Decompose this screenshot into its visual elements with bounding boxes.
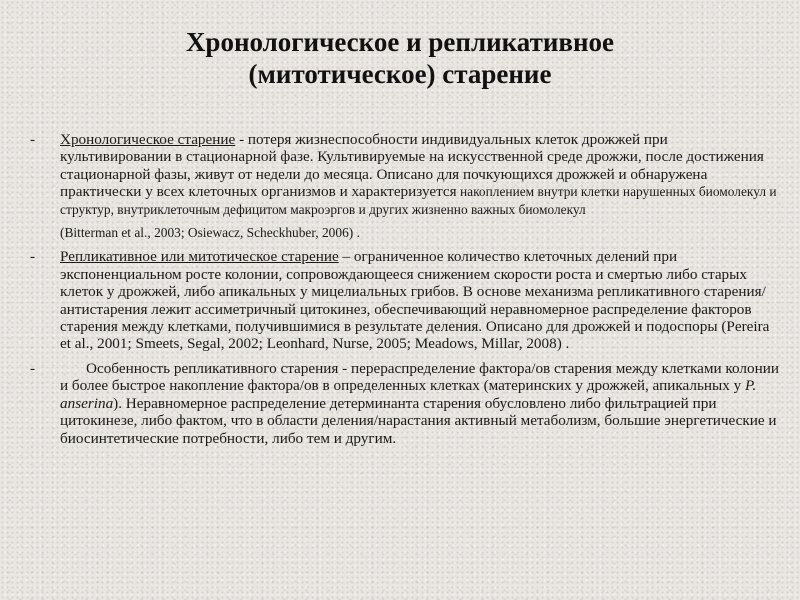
item-text-small: накоплением внутри клетки нарушенных биомолекул и структур, внутриклеточным дефицитом макроэргов и других жизненно важных биомолекул <box>60 184 777 217</box>
term-chronological-aging: Хронологическое старение <box>60 131 236 148</box>
bullet-dash: - <box>30 131 36 148</box>
title-line-1: Хронологическое и репликативное <box>185 27 615 57</box>
item-text-end: ). Неравномерное распределение детерминанта старения обусловлено либо фильтрацией при цитокинезе, либо фактом, что в области деления/нарастания активный метаболизм, большие энергетические и биосинтетические потребности, либо тем и другим. <box>60 394 777 447</box>
item-text: – ограниченное количество клеточных делений при экспоненциальном росте колонии, сопровождающееся снижением скорости роста и смертью либо старых клеток у дрожжей, либо апикальных у мицелиальных грибов. В основе механизма репликативного старения/антистарения лежит ассиметричный цитокинез, обеспечивающий неравномерное распределение факторов старения между клетками, получившимися в результате деления. Описано для дрожжей и подоспоры (Pereira et al., 2001; Smeets, Segal, 2002; Leonhard, Nurse, 2005; Meadows, Millar, 2008) . <box>60 248 770 353</box>
title-line-2: (митотическое) старение <box>248 59 552 89</box>
bullet-item-chronological <box>30 131 780 241</box>
item-references: (Bitterman et al., 2003; Osiewacz, Scheckhuber, 2006) . <box>60 225 360 241</box>
bullet-dash: - <box>30 359 36 377</box>
species-name: P. anserina <box>60 377 757 412</box>
term-replicative-aging: Репликативное или митотическое старение <box>60 248 339 266</box>
bullet-item-feature <box>30 360 780 447</box>
item-text: - потеря жизнеспособности индивидуальных клеток дрожжей при культивировании в стационарной фазе. Культивируемые на искусственной среде дрожжи, после достижения стационарной фазы, живут от недели до месяца. Описано для почкующихся дрожжей и обнаружена практически у всех клеточных организмов и характеризуется <box>60 131 764 201</box>
item-text: Особенность репликативного старения - перераспределение фактора/ов старения между клетками колонии и более быстрое накопление фактора/ов в определенных клетках (материнских у дрожжей, апикальных у <box>60 359 779 395</box>
slide-body <box>30 131 780 447</box>
slide-title <box>60 26 740 90</box>
bullet-dash: - <box>30 248 36 266</box>
bullet-item-replicative <box>30 248 780 352</box>
